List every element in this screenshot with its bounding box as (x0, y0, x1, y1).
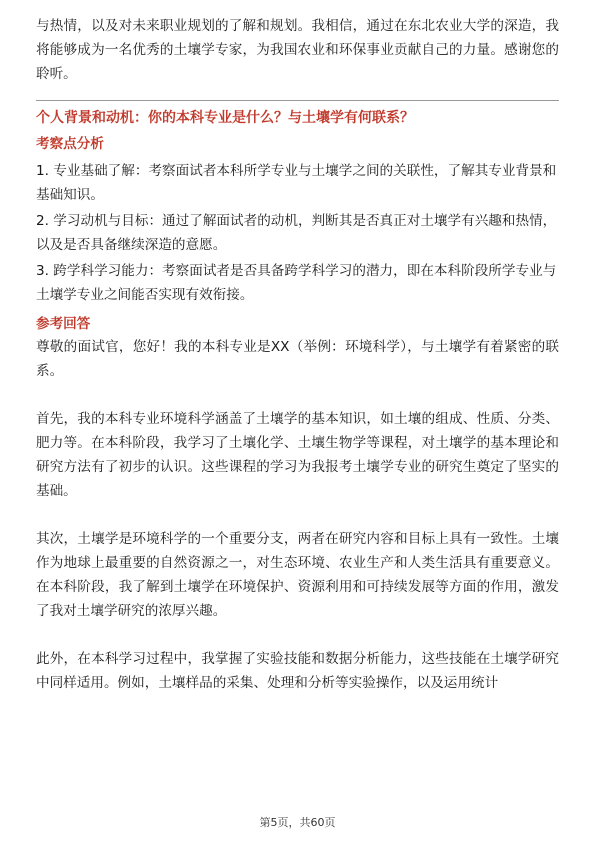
answer-paragraph-4: 此外，在本科学习过程中，我掌握了实验技能和数据分析能力，这些技能在土壤学研究中同样适用。例如，土壤样品的采集、处理和分析等实验操作，以及运用统计 (36, 651, 559, 691)
answer-paragraph-3: 其次，土壤学是环境科学的一个重要分支，两者在研究内容和目标上具有一致性。土壤作为地球上最重要的自然资源之一，对生态环境、农业生产和人类生活具有重要意义。在本科阶段，我了解到土壤学在环境保护、资源利用和可持续发展等方面的作用，激发了我对土壤学研究的浓厚兴趣。 (36, 531, 559, 619)
section-divider (36, 100, 559, 101)
answer-paragraph-1: 尊敬的面试官，您好！我的本科专业是XX（举例：环境科学），与土壤学有着紧密的联系。 (36, 339, 559, 379)
analysis-item-1: 1. 专业基础了解：考察面试者本科所学专业与土壤学之间的关联性，了解其专业背景和基础知识。 (36, 163, 557, 203)
page-number-label: 第5页，共60页 (259, 816, 336, 829)
intro-paragraph: 与热情，以及对未来职业规划的了解和规划。我相信，通过在东北农业大学的深造，我将能够成为一名优秀的土壤学专家，为我国农业和环保事业贡献自己的力量。感谢您的聆听。 (36, 18, 559, 82)
question-heading: 个人背景和动机：你的本科专业是什么？与土壤学有何联系？ (36, 110, 414, 126)
answer-paragraph-2: 首先，我的本科专业环境科学涵盖了土壤学的基本知识，如土壤的组成、性质、分类、肥力等。在本科阶段，我学习了土壤化学、土壤生物学等课程，对土壤学的基本理论和研究方法有了初步的认识。这些课程的学习为我报考土壤学专业的研究生奠定了坚实的基础。 (36, 411, 559, 499)
analysis-item-2: 2. 学习动机与目标：通过了解面试者的动机，判断其是否真正对土壤学有兴趣和热情，以及是否具备继续深造的意愿。 (36, 213, 557, 253)
analysis-title: 考察点分析 (36, 136, 104, 152)
answer-title: 参考回答 (36, 316, 91, 332)
page-footer (0, 814, 595, 830)
document-body (36, 14, 559, 695)
analysis-item-3: 3. 跨学科学习能力：考察面试者是否具备跨学科学习的潜力，即在本科阶段所学专业与土壤学专业之间能否实现有效衔接。 (36, 263, 557, 303)
